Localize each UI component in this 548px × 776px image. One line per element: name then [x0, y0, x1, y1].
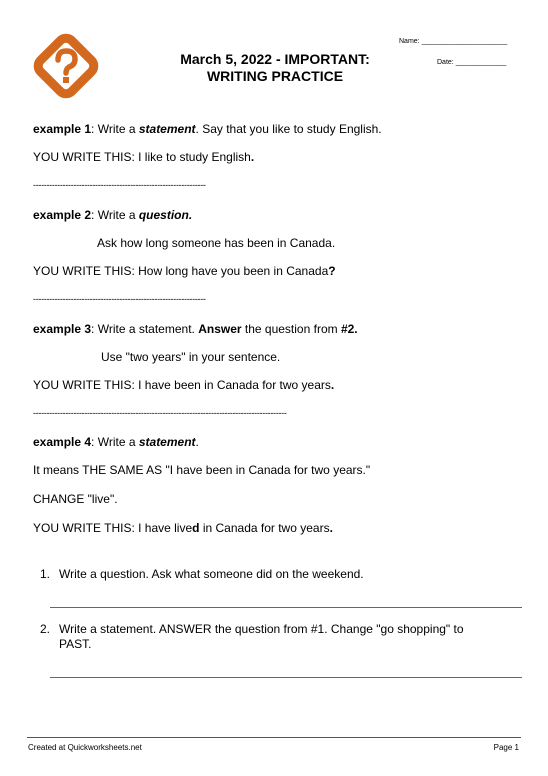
example-2-label: example 2: [33, 208, 92, 222]
example-3-ref: #2.: [340, 322, 358, 336]
question-2-text: Write a statement. ANSWER the question from #1. Change "go shopping" to PAST.: [59, 622, 464, 651]
example-2-instruction: Ask how long someone has been in Canada.: [97, 236, 336, 250]
footer-credit: Created at Quickworksheets.net: [28, 743, 142, 752]
question-2-answer-line[interactable]: [50, 677, 522, 678]
page-title: March 5, 2022 - IMPORTANT:: [180, 51, 370, 67]
example-2-text: : Write a: [91, 208, 139, 222]
footer-page-number: Page 1: [493, 743, 519, 752]
example-4-prompt: [33, 435, 199, 449]
example-3-text-rest: the question from: [241, 322, 341, 336]
example-3-answer-punct: .: [330, 378, 335, 392]
example-2-answer: [33, 264, 336, 278]
example-3-instruction: Use "two years" in your sentence.: [101, 350, 281, 364]
example-4-keyword: statement: [138, 435, 196, 449]
example-4-meaning: It means THE SAME AS "I have been in Canada for two years.": [33, 463, 371, 477]
example-4-answer: [33, 521, 333, 535]
question-1-text: Write a question. Ask what someone did on the weekend.: [59, 567, 364, 581]
name-blank: ______________________: [421, 38, 508, 45]
date-field: [437, 59, 506, 66]
example-3-prompt: [33, 322, 358, 336]
example-1-text-rest: . Say that you like to study English.: [195, 122, 382, 136]
example-1-label: example 1: [33, 122, 92, 136]
example-3-answer: [33, 378, 334, 392]
example-3-label: example 3: [33, 322, 92, 336]
separator: ----------------------------------------------------------------: [33, 180, 206, 190]
question-1-answer-line[interactable]: [50, 607, 522, 608]
example-4-answer-punct: .: [329, 521, 333, 535]
date-blank: _____________: [455, 59, 507, 66]
date-label: Date:: [437, 59, 454, 66]
example-2-answer-punct: ?: [328, 264, 336, 278]
example-1-prompt: [33, 122, 382, 136]
question-mark-diamond-icon: [30, 30, 102, 102]
example-4-answer-text: YOU WRITE THIS: I have live: [33, 521, 193, 535]
example-1-keyword: statement: [138, 122, 196, 136]
example-4-text-rest: .: [195, 435, 199, 449]
name-label: Name:: [399, 38, 420, 45]
example-4-label: example 4: [33, 435, 92, 449]
separator: ----------------------------------------------------------------: [33, 294, 206, 304]
question-2-number: 2.: [40, 622, 51, 636]
example-3-keyword: Answer: [198, 322, 242, 336]
example-3-answer-text: YOU WRITE THIS: I have been in Canada for two years: [33, 378, 331, 392]
example-1-answer-text: YOU WRITE THIS: I like to study English: [33, 150, 251, 164]
name-field: [399, 38, 507, 45]
example-2-answer-text: YOU WRITE THIS: How long have you been in Canada: [33, 264, 329, 278]
example-4-answer-text-rest: in Canada for two years: [199, 521, 330, 535]
footer-divider: [27, 737, 521, 738]
example-4-text: : Write a: [91, 435, 139, 449]
example-1-text: : Write a: [91, 122, 139, 136]
separator: ----------------------------------------------------------------------------------------------: [33, 408, 287, 418]
example-1-answer: [33, 150, 254, 164]
example-1-answer-punct: .: [250, 150, 255, 164]
question-1-number: 1.: [40, 567, 51, 581]
example-4-change: CHANGE "live".: [33, 492, 118, 506]
example-3-text: : Write a statement.: [91, 322, 199, 336]
example-2-keyword: question.: [138, 208, 193, 222]
example-2-prompt: [33, 208, 192, 222]
page-subtitle: WRITING PRACTICE: [206, 68, 344, 84]
example-4-answer-highlight: d: [192, 521, 200, 535]
